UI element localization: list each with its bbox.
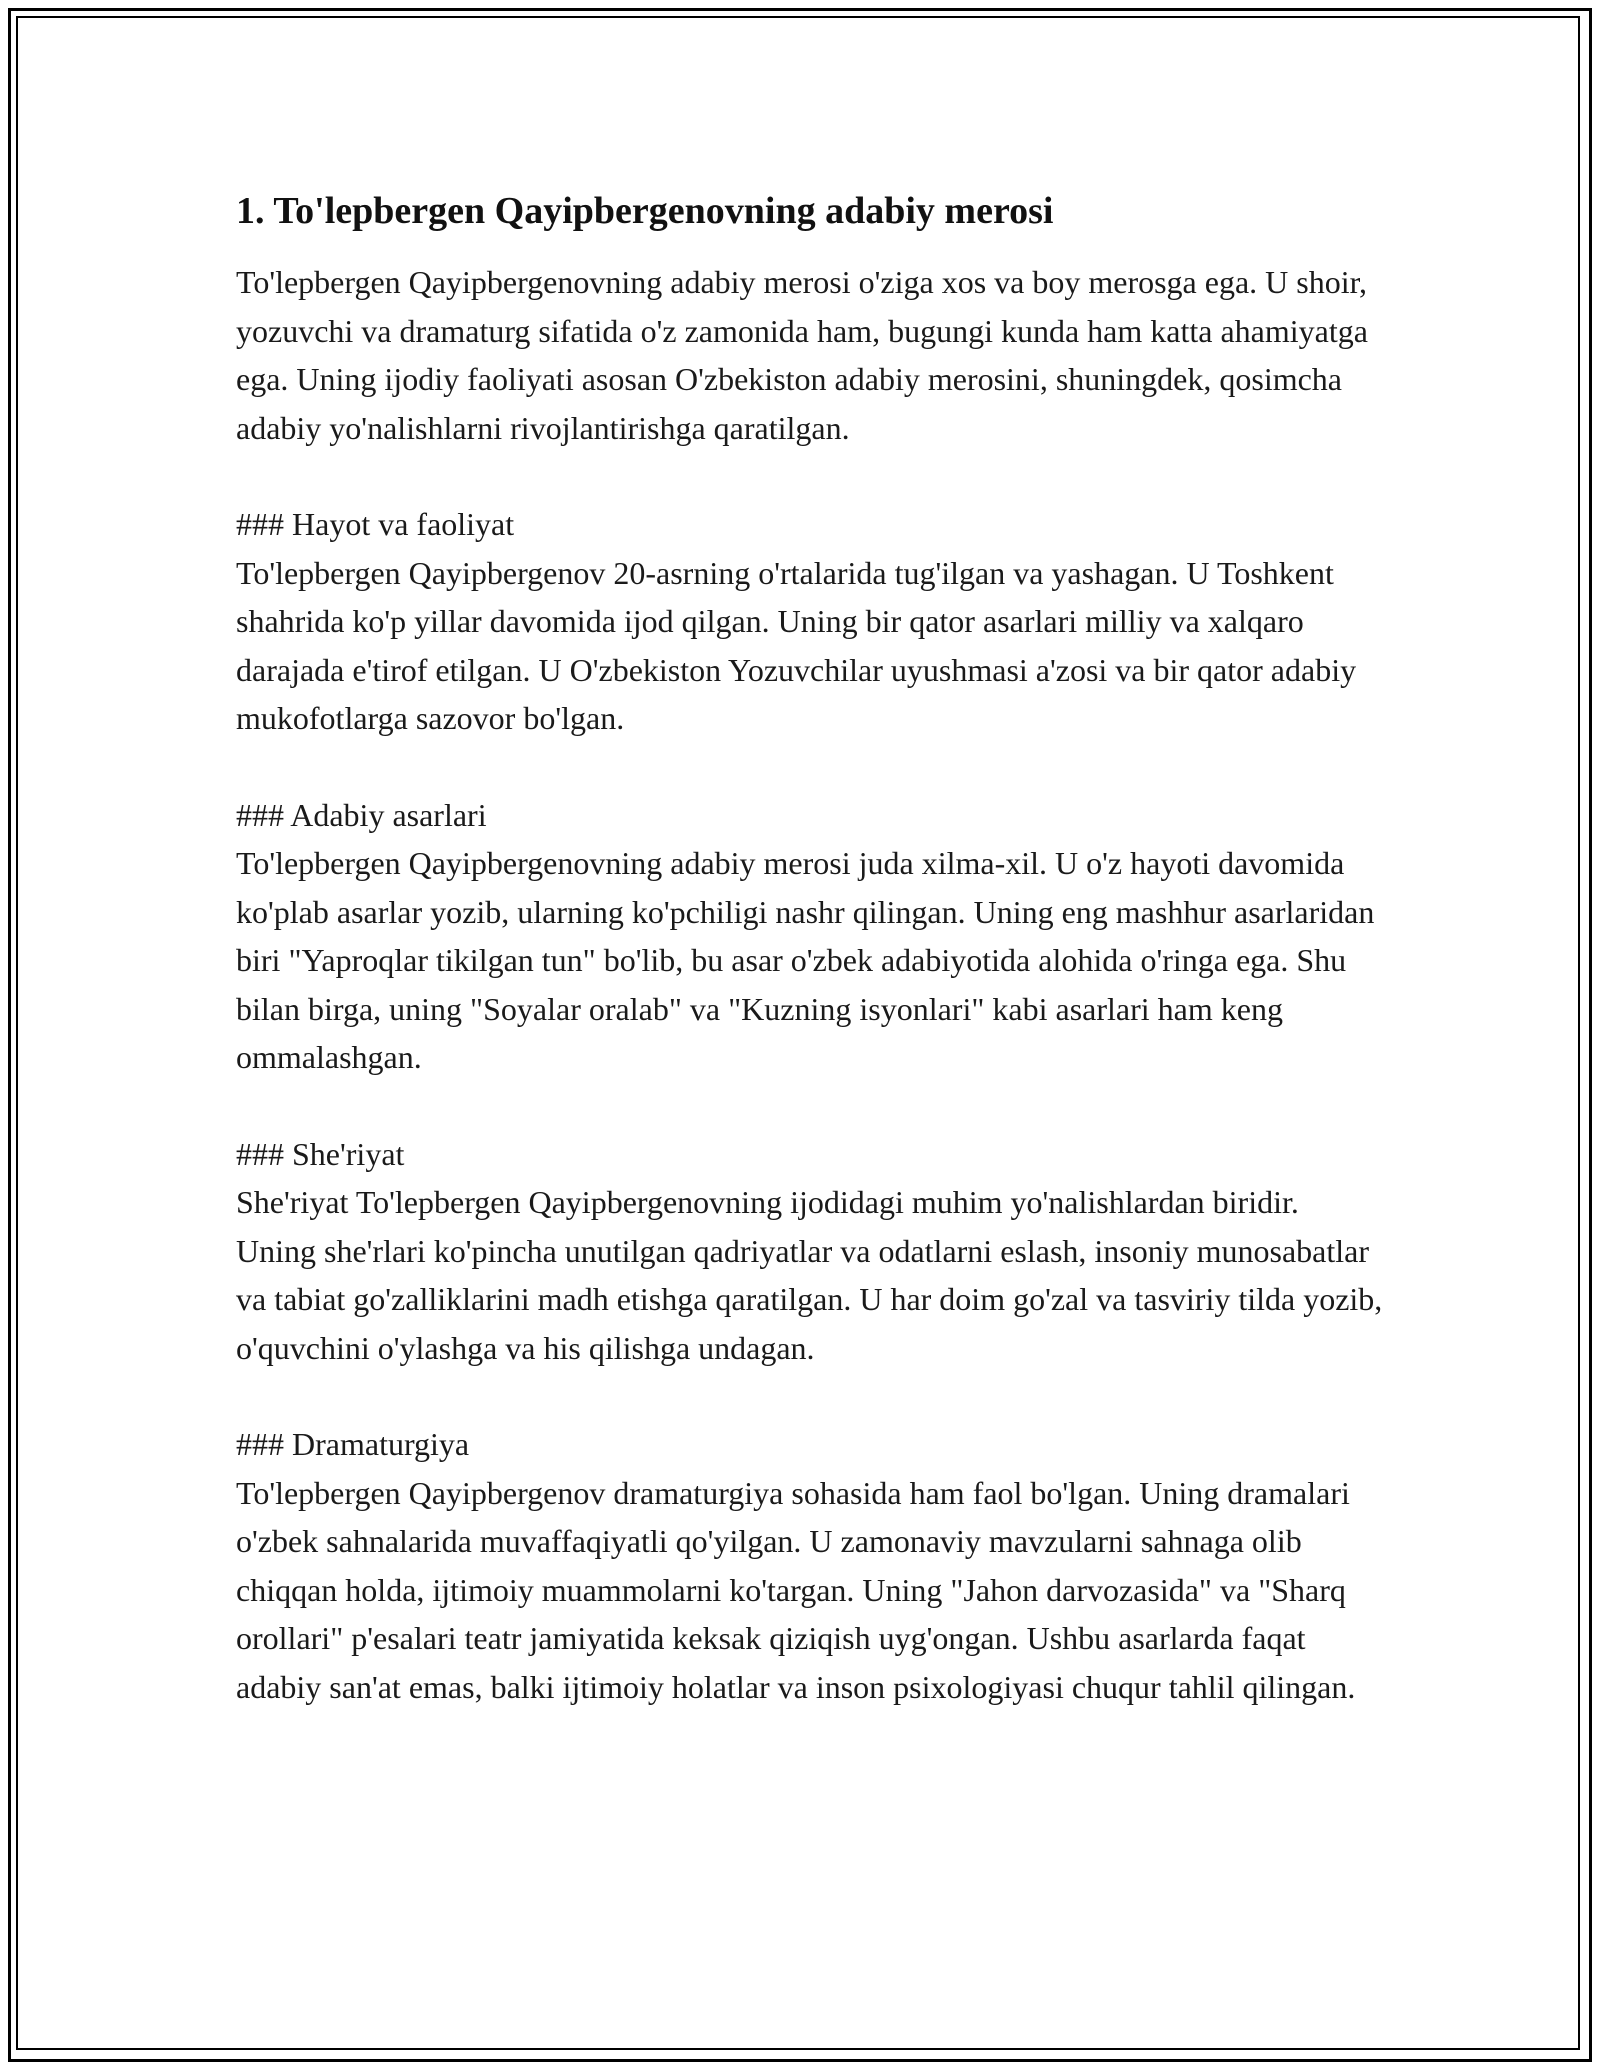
- section-heading: ### Adabiy asarlari: [236, 796, 487, 833]
- section-paragraph: To'lepbergen Qayipbergenov 20-asrning o'rtalarida tug'ilgan va yashagan. U Toshkent shahrida ko'p yillar davomida ijod qilgan. Uning bir qator asarlari milliy va xalqaro darajada e'tirof etilgan. U O'zbekiston Yozuvchilar uyushmasi a'zosi va bir qator adabiy mukofotlarga sazovor bo'lgan.: [236, 554, 1357, 736]
- intro-paragraph: To'lepbergen Qayipbergenovning adabiy merosi o'ziga xos va boy merosga ega. U shoir, yozuvchi va dramaturg sifatida o'z zamonida ham, bugungi kunda ham katta ahamiyatga ega. Uning ijodiy faoliyati asosan O'zbekiston adabiy merosini, shuningdek, qosimcha adabiy yo'nalishlarni rivojlantirishga qaratilgan.: [236, 264, 1368, 446]
- section-heading: ### Hayot va faoliyat: [236, 506, 515, 542]
- section-sheriyat: [236, 1130, 1386, 1373]
- section-hayot-va-faoliyat: [236, 500, 1386, 743]
- section-paragraph: She'riyat To'lepbergen Qayipbergenovning ijodidagi muhim yo'nalishlardan biridir. Uning she'rlari ko'pincha unutilgan qadriyatlar va odatlarni eslash, insoniy munosabatlar va tabiat go'zalliklarini madh etishga qaratilgan. U har doim go'zal va tasviriy tilda yozib, o'quvchini o'ylashga va his qilishga undagan.: [236, 1184, 1383, 1366]
- section-heading: ### Dramaturgiya: [236, 1426, 470, 1462]
- section-paragraph: To'lepbergen Qayipbergenov dramaturgiya sohasida ham faol bo'lgan. Uning dramalari o'zbek sahnalarida muvaffaqiyatli qo'yilgan. U zamonaviy mavzularni sahnaga olib chiqqan holda, ijtimoiy muammolarni ko'targan. Uning "Jahon darvozasida" va "Sharq orollari" p'esalari teatr jamiyatida keksak qiziqish uyg'ongan. Ushbu asarlarda faqat adabiy san'at emas, balki ijtimoiy holatlar va inson psixologiyasi chuqur tahlil qilingan.: [236, 1474, 1356, 1705]
- section-heading: ### She'riyat: [236, 1135, 405, 1172]
- section-adabiy-asarlari: [236, 791, 1386, 1082]
- section-paragraph: To'lepbergen Qayipbergenovning adabiy merosi juda xilma-xil. U o'z hayoti davomida ko'plab asarlar yozib, ularning ko'pchiligi nashr qilingan. Uning eng mashhur asarlaridan biri "Yaproqlar tikilgan tun" bo'lib, bu asar o'zbek adabiyotida alohida o'ringa ega. Shu bilan birga, uning "Soyalar oralab" va "Kuzning isyonlari" kabi asarlari ham keng ommalashgan.: [236, 845, 1375, 1075]
- document-body: [236, 186, 1386, 1711]
- section-dramaturgiya: [236, 1420, 1386, 1711]
- document-title: 1. To'lepbergen Qayipbergenovning adabiy merosi: [236, 190, 1054, 232]
